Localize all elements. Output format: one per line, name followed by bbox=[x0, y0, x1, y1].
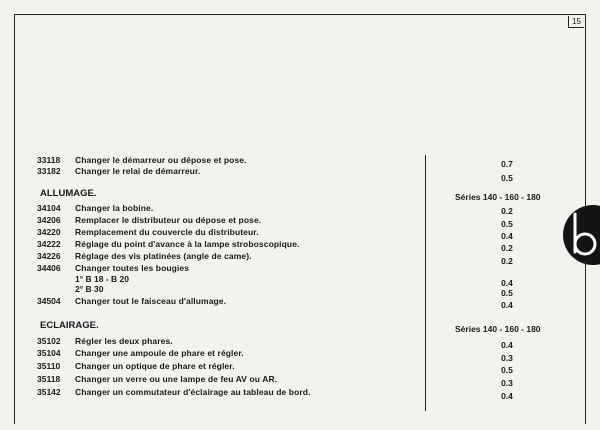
time-value: 0.3 bbox=[501, 378, 513, 388]
list-item bbox=[37, 263, 417, 274]
time-value: 0.7 bbox=[501, 159, 513, 169]
operation-description: Changer le démarreur ou dépose et pose. bbox=[75, 155, 247, 165]
time-value: 0.4 bbox=[501, 391, 513, 401]
time-value: 0.2 bbox=[501, 206, 513, 216]
operation-description: Régler les deux phares. bbox=[75, 336, 173, 346]
time-value: 0.3 bbox=[501, 353, 513, 363]
operation-description: Remplacer le distributeur ou dépose et pose. bbox=[75, 215, 262, 225]
operation-description: Réglage du point d'avance à la lampe stroboscopique. bbox=[75, 239, 300, 249]
list-item bbox=[37, 348, 417, 359]
operation-code: 34206 bbox=[37, 215, 61, 225]
sub-item: 1° B 18 - B 20 bbox=[75, 274, 129, 284]
sub-item: 2° B 30 bbox=[75, 284, 104, 294]
list-item bbox=[37, 336, 417, 347]
operation-description: Changer la bobine. bbox=[75, 203, 154, 213]
operation-code: 33118 bbox=[37, 155, 61, 165]
list-item bbox=[37, 227, 417, 238]
list-item bbox=[37, 203, 417, 214]
time-value: 0.5 bbox=[501, 219, 513, 229]
operation-description: Changer tout le faisceau d'allumage. bbox=[75, 296, 227, 306]
section-title-eclairage: ECLAIRAGE. bbox=[40, 320, 99, 331]
list-item bbox=[37, 296, 417, 307]
series-header: Séries 140 - 160 - 180 bbox=[455, 324, 541, 334]
operation-code: 34226 bbox=[37, 251, 61, 261]
list-item bbox=[37, 251, 417, 262]
list-item bbox=[37, 239, 417, 250]
list-item bbox=[37, 374, 417, 385]
operation-code: 34504 bbox=[37, 296, 61, 306]
operation-code: 35110 bbox=[37, 361, 61, 371]
column-divider bbox=[425, 155, 426, 411]
operation-code: 35118 bbox=[37, 374, 61, 384]
section-tab-letter bbox=[571, 212, 600, 258]
operation-description: Changer le relai de démarreur. bbox=[75, 166, 201, 176]
time-value: 0.2 bbox=[501, 256, 513, 266]
operation-code: 35102 bbox=[37, 336, 61, 346]
time-value: 0.5 bbox=[501, 288, 513, 298]
operation-description: Changer un verre ou une lampe de feu AV ou AR. bbox=[75, 374, 278, 384]
series-header: Séries 140 - 160 - 180 bbox=[455, 192, 541, 202]
operation-description: Changer un optique de phare et régler. bbox=[75, 361, 235, 371]
time-value: 0.2 bbox=[501, 243, 513, 253]
list-item bbox=[37, 166, 417, 177]
operation-code: 35104 bbox=[37, 348, 61, 358]
time-value: 0.5 bbox=[501, 173, 513, 183]
operation-description: Changer une ampoule de phare et régler. bbox=[75, 348, 244, 358]
operation-description: Changer toutes les bougies bbox=[75, 263, 190, 273]
list-item bbox=[37, 387, 417, 398]
operation-description: Remplacement du couvercle du distributeur. bbox=[75, 227, 259, 237]
time-value: 0.4 bbox=[501, 278, 513, 288]
time-value: 0.4 bbox=[501, 231, 513, 241]
time-value: 0.4 bbox=[501, 300, 513, 310]
operation-code: 34104 bbox=[37, 203, 61, 213]
page-number: 15 bbox=[568, 16, 584, 28]
section-title-allumage: ALLUMAGE. bbox=[40, 188, 97, 199]
operation-description: Changer un commutateur d'éclairage au tableau de bord. bbox=[75, 387, 311, 397]
time-value: 0.5 bbox=[501, 365, 513, 375]
operation-code: 33182 bbox=[37, 166, 61, 176]
time-value: 0.4 bbox=[501, 340, 513, 350]
list-item bbox=[37, 361, 417, 372]
list-item bbox=[37, 215, 417, 226]
operation-code: 34406 bbox=[37, 263, 61, 273]
operation-code: 35142 bbox=[37, 387, 61, 397]
list-item bbox=[37, 155, 417, 166]
operation-code: 34220 bbox=[37, 227, 61, 237]
operation-description: Réglage des vis platinées (angle de came). bbox=[75, 251, 252, 261]
operation-code: 34222 bbox=[37, 239, 61, 249]
